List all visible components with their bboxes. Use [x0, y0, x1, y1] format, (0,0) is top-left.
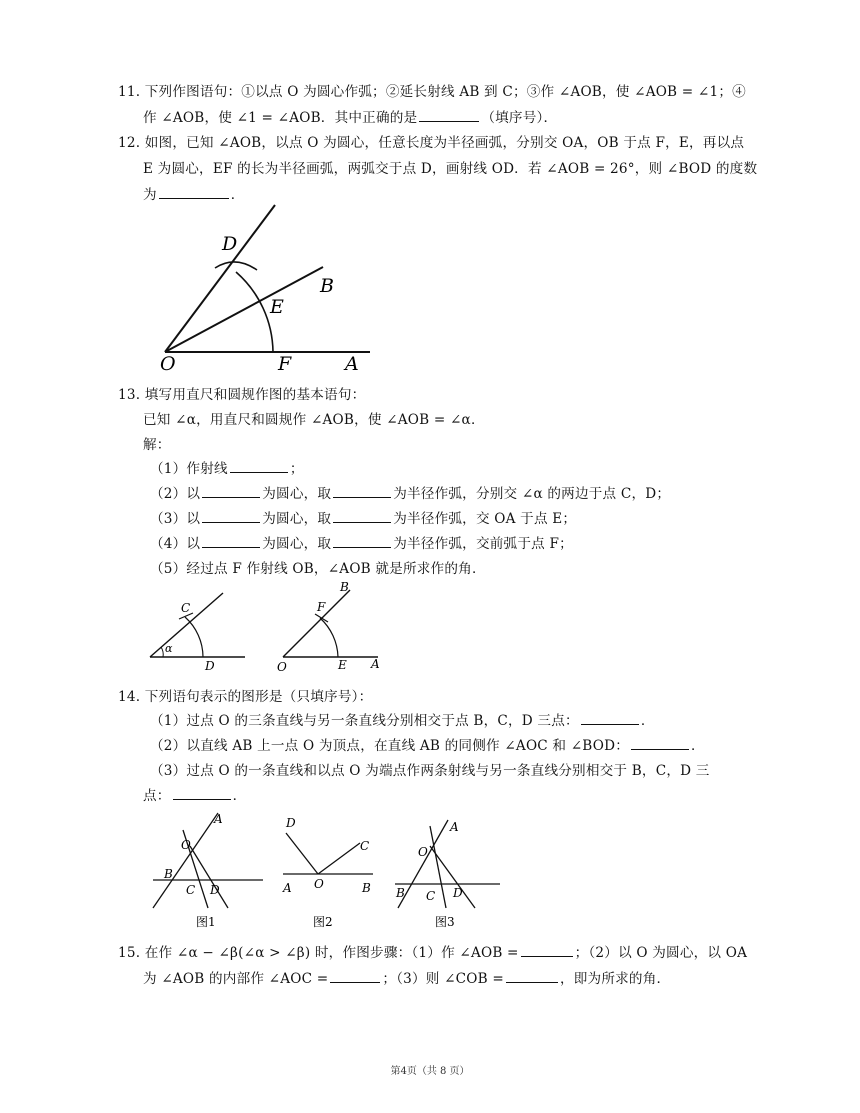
q13-line3: 解： [143, 437, 171, 453]
q13-step4 [150, 532, 573, 552]
q13-step3-text-b: 为圆心，取 [262, 511, 332, 527]
q12-label-O: O [160, 353, 176, 375]
q13-line2: 已知 ∠α，用直尺和圆规作 ∠AOB，使 ∠AOB = ∠α． [143, 412, 485, 428]
q14-stmt3: （3）过点 O 的一条直线和以点 O 为端点作两条射线与另一条直线分别相交于 B，C，D 三 [150, 763, 710, 779]
q11-text-a: 作 ∠AOB，使 ∠1 = ∠AOB．其中正确的是 [143, 110, 418, 126]
fig1-caption: 图1 [196, 915, 216, 929]
q14-stmt1 [150, 709, 655, 729]
q12-label-E: E [270, 296, 284, 318]
q13-step3-text-c: 为半径作弧，交 OA 于点 E； [393, 511, 577, 527]
q15-text-e: ，即为所求的角． [559, 971, 671, 987]
q13-step2 [150, 482, 670, 502]
q15-text-c: 为 ∠AOB 的内部作 ∠AOC = [143, 971, 329, 987]
q13r-label-F: F [317, 600, 326, 614]
q13-line1: 13. 填写用直尺和圆规作图的基本语句： [118, 387, 366, 403]
q13-step3 [150, 507, 576, 527]
q13-label-alpha: α [165, 642, 173, 655]
q13-figure-right [270, 578, 390, 675]
q13-step2-text-c: 为半径作弧，分别交 ∠α 的两边于点 C，D； [393, 486, 671, 502]
q14-stmt3-cont [143, 784, 246, 804]
q15-line1 [118, 941, 747, 961]
fig2-label-D: D [286, 816, 296, 830]
q12-line1: 12. 如图，已知 ∠AOB，以点 O 为圆心，任意长度为半径画弧，分别交 OA，OB 于点 F，E，再以点 [118, 135, 745, 151]
q14-figure-3 [390, 808, 505, 933]
q12-text-a: 为 [143, 187, 157, 203]
fig3-label-C: C [426, 889, 436, 903]
q12-line2: E 为圆心，EF 的长为半径画弧，两弧交于点 D，画射线 OD．若 ∠AOB = 26°，则 ∠BOD 的度数 [143, 161, 758, 177]
q15-blank-3[interactable] [506, 969, 558, 983]
q14-figure-1 [148, 808, 268, 933]
q11-line1: 11. 下列作图语句：①以点 O 为圆心作弧；②延长射线 AB 到 C；③作 ∠AOB，使 ∠AOB = ∠1；④ [118, 84, 746, 100]
q13-blank-3a[interactable] [202, 509, 260, 523]
q15-text-a: 15. 在作 ∠α − ∠β(∠α > ∠β) 时，作图步骤：（1）作 ∠AOB = [118, 945, 519, 961]
fig1-label-B: B [164, 867, 173, 881]
q12-answer-blank[interactable] [159, 185, 229, 199]
q12-label-A: A [345, 353, 359, 375]
fig1-label-A: A [214, 812, 223, 826]
q14-blank-3[interactable] [173, 786, 231, 800]
fig2-caption: 图2 [313, 915, 333, 929]
q13-step4-text-b: 为圆心，取 [262, 536, 332, 552]
q11-line2 [143, 106, 557, 126]
q12-text-b: ． [230, 187, 245, 203]
q13-blank-4b[interactable] [333, 534, 391, 548]
q13-blank-1[interactable] [230, 459, 288, 473]
q14-stmt3-end: ． [232, 788, 247, 804]
fig3-label-B: B [396, 886, 405, 900]
q13-figure-left [145, 585, 250, 675]
q13-step4-text-c: 为半径作弧，交前弧于点 F； [393, 536, 573, 552]
q12-label-D: D [222, 233, 238, 255]
q13-step1-text: （1）作射线 [150, 461, 228, 477]
q14-figure-2 [278, 808, 378, 933]
q15-text-b: ；（2）以 O 为圆心，以 OA [574, 945, 748, 961]
q14-stmt2-text: （2）以直线 AB 上一点 O 为顶点，在直线 AB 的同侧作 ∠AOC 和 ∠BOD： [150, 738, 629, 754]
q13-label-D: D [205, 659, 215, 673]
q14-stmt2-end: ． [691, 738, 705, 754]
q13-step1-end: ； [289, 461, 304, 477]
fig2-label-O: O [314, 877, 324, 891]
q14-stmt2 [150, 734, 705, 754]
q12-figure [140, 200, 380, 375]
q11-text-b: （填序号）． [481, 110, 558, 126]
q13r-label-B: B [340, 580, 349, 594]
q13-blank-3b[interactable] [333, 509, 391, 523]
q14-line1: 14. 下列语句表示的图形是（只填序号）： [118, 689, 373, 705]
q13-step3-text-a: （3）以 [150, 511, 201, 527]
q15-line2 [143, 967, 670, 987]
q11-answer-blank[interactable] [419, 108, 479, 122]
q15-blank-1[interactable] [521, 943, 573, 957]
fig3-caption: 图3 [435, 915, 455, 929]
fig2-label-B: B [362, 881, 371, 895]
q14-stmt1-end: ． [640, 713, 655, 729]
fig3-label-O: O [418, 845, 428, 859]
fig1-label-D: D [210, 883, 220, 897]
q13-blank-4a[interactable] [202, 534, 260, 548]
q13-step5: （5）经过点 F 作射线 OB，∠AOB 就是所求作的角． [150, 561, 486, 577]
fig2-label-A: A [283, 881, 292, 895]
q13-blank-2a[interactable] [202, 484, 260, 498]
fig1-label-O: O [181, 838, 191, 852]
q13-blank-2b[interactable] [333, 484, 391, 498]
page-footer: 第4页（共 8 页） [390, 1066, 470, 1077]
q13r-label-O: O [277, 660, 287, 674]
q14-stmt1-text: （1）过点 O 的三条直线与另一条直线分别相交于点 B，C，D 三点： [150, 713, 579, 729]
q14-stmt3-text: 点： [143, 788, 171, 804]
q13-step4-text-a: （4）以 [150, 536, 201, 552]
q13-step2-text-a: （2）以 [150, 486, 201, 502]
fig3-label-D: D [453, 886, 463, 900]
q14-blank-2[interactable] [631, 736, 689, 750]
q13-label-C: C [181, 601, 191, 615]
q12-label-B: B [320, 275, 334, 297]
q15-blank-2[interactable] [330, 969, 380, 983]
q13r-label-A: A [371, 657, 380, 671]
q12-label-F: F [278, 353, 292, 375]
q15-text-d: ；（3）则 ∠COB = [382, 971, 504, 987]
fig2-label-C: C [360, 839, 370, 853]
q13-step2-text-b: 为圆心，取 [262, 486, 332, 502]
q13r-label-E: E [338, 658, 347, 672]
fig1-label-C: C [186, 883, 196, 897]
q13-step1 [150, 457, 304, 477]
fig3-label-A: A [450, 820, 459, 834]
q14-blank-1[interactable] [581, 711, 639, 725]
